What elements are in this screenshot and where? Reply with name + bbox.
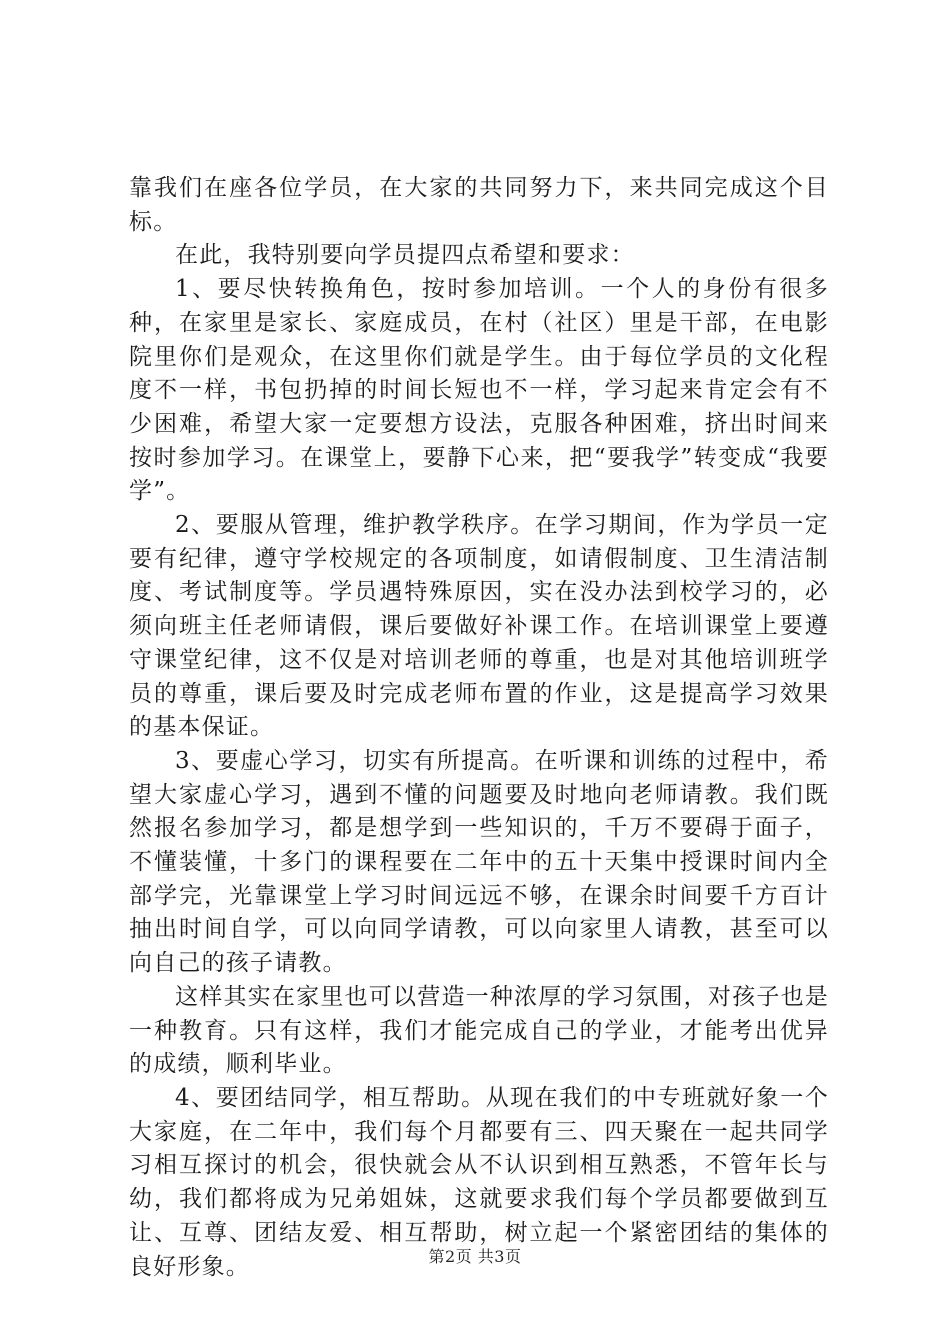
paragraph-point-4: 4、要团结同学，相互帮助。从现在我们的中专班就好象一个大家庭，在二年中，我们每个月都要有三、四天聚在一起共同学习相互探讨的机会，很快就会从不认识到相互熟悉，不管年长与幼，我们都将成为兄弟姐妹，这就要求我们每个学员都要做到互让、互尊、团结友爱、相互帮助，树立起一个紧密团结的集体的良好形象。 xyxy=(129,1084,829,1280)
page-footer xyxy=(0,1244,950,1267)
paragraph-point-2: 2、要服从管理，维护教学秩序。在学习期间，作为学员一定要有纪律，遵守学校规定的各项制度，如请假制度、卫生清洁制度、考试制度等。学员遇特殊原因，实在没办法到校学习的，必须向班主任老师请假，课后要做好补课工作。在培训课堂上要遵守课堂纪律，这不仅是对培训老师的尊重，也是对其他培训班学员的尊重，课后要及时完成老师布置的作业，这是提高学习效果的基本保证。 xyxy=(129,512,829,741)
paragraph-point-3-continued: 这样其实在家里也可以营造一种浓厚的学习氛围，对孩子也是一种教育。只有这样，我们才能完成自己的学业，才能考出优异的成绩，顺利毕业。 xyxy=(129,983,829,1078)
paragraph-continuation: 靠我们在座各位学员，在大家的共同努力下，来共同完成这个目标。 xyxy=(129,175,829,235)
document-body xyxy=(129,172,829,1284)
paragraph-intro: 在此，我特别要向学员提四点希望和要求： xyxy=(175,242,635,269)
paragraph-point-3: 3、要虚心学习，切实有所提高。在听课和训练的过程中，希望大家虚心学习，遇到不懂的问题要及时地向老师请教。我们既然报名参加学习，都是想学到一些知识的，千万不要碍于面子，不懂装懂，十多门的课程要在二年中的五十天集中授课时间内全部学完，光靠课堂上学习时间远远不够，在课余时间要千方百计抽出时间自学，可以向同学请教，可以向家里人请教，甚至可以向自己的孩子请教。 xyxy=(129,747,829,977)
paragraph-point-1: 1、要尽快转换角色，按时参加培训。一个人的身份有很多种，在家里是家长、家庭成员，在村（社区）里是干部，在电影院里你们是观众，在这里你们就是学生。由于每位学员的文化程度不一样，书包扔掉的时间长短也不一样，学习起来肯定会有不少困难，希望大家一定要想方设法，克服各种困难，挤出时间来按时参加学习。在课堂上，要静下心来，把“要我学”转变成“我要学”。 xyxy=(129,276,829,505)
page-number-label: 第2页 共3页 xyxy=(428,1247,522,1266)
